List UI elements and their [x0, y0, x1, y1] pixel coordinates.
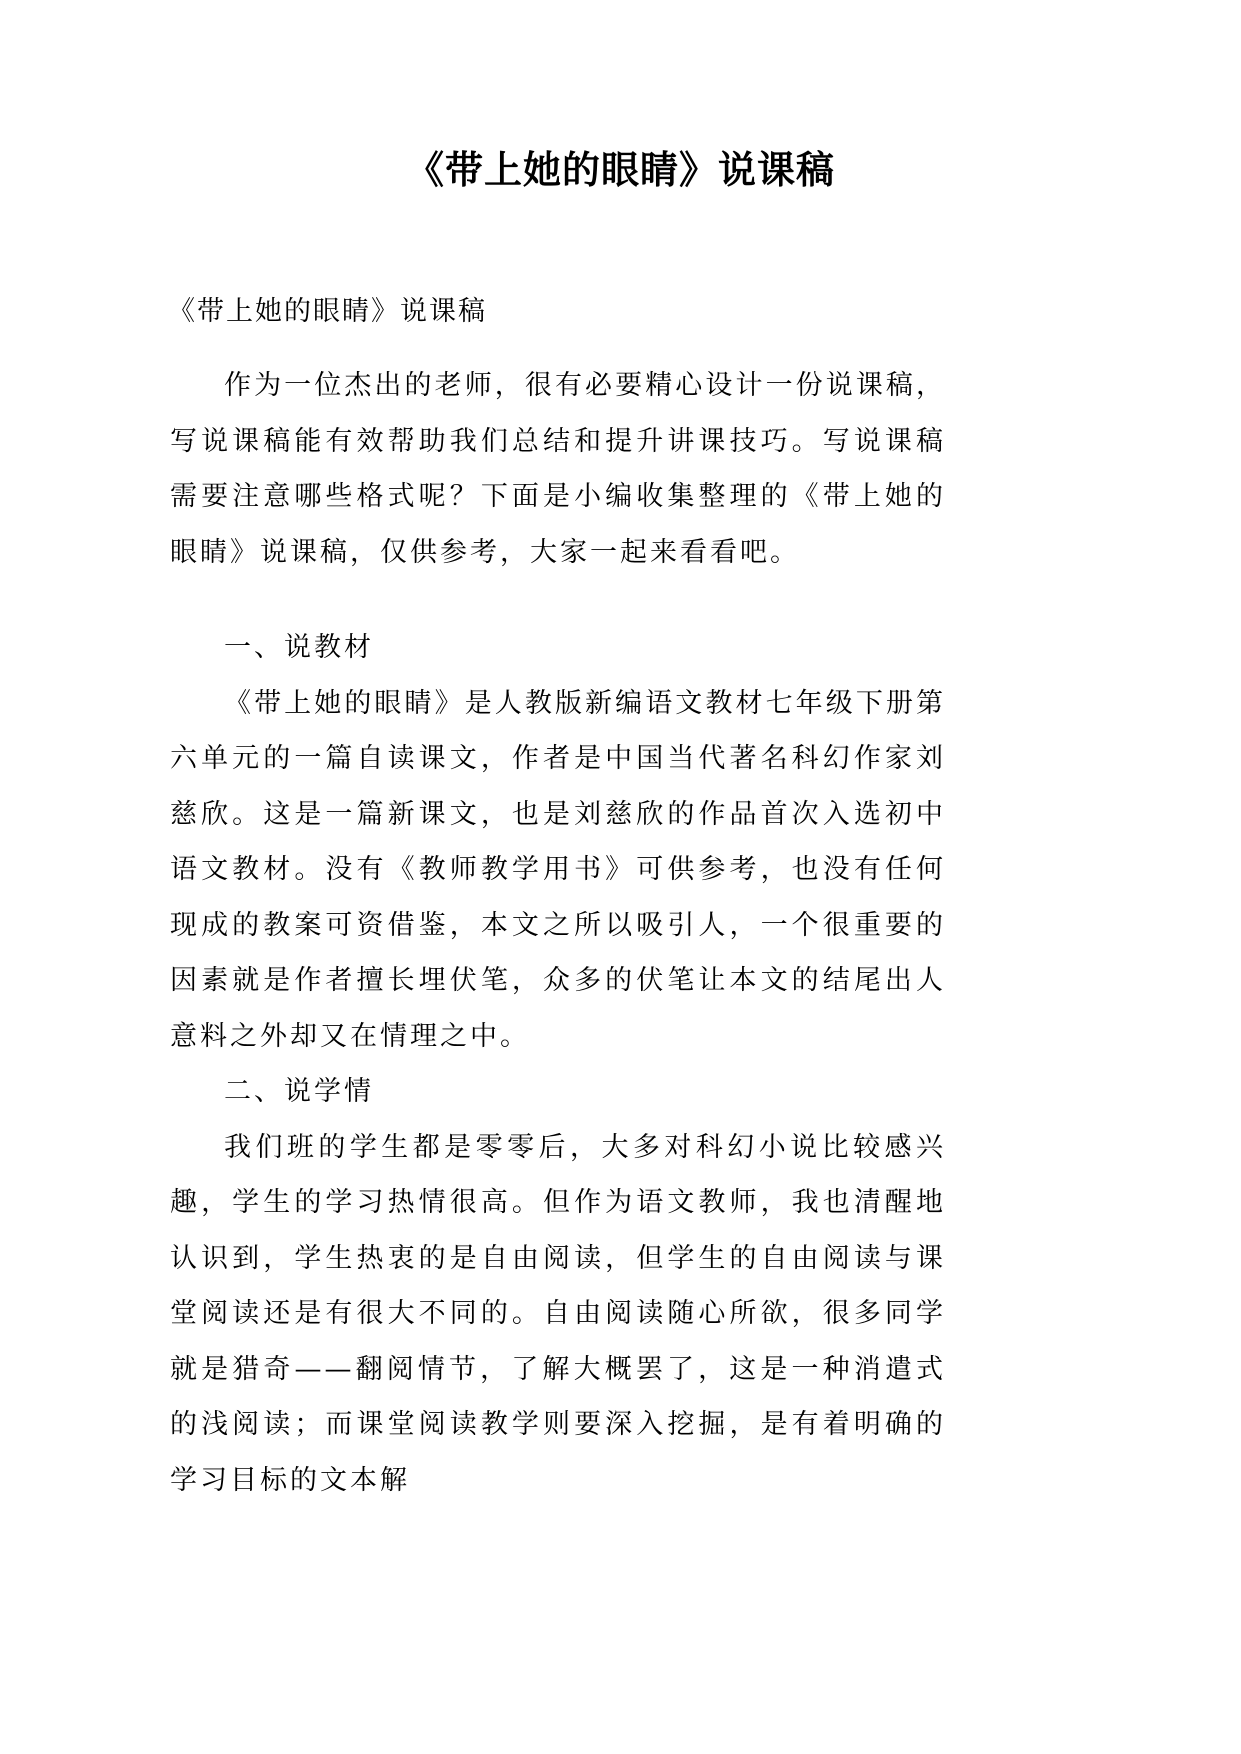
section-heading-students: 二、说学情 — [224, 1076, 374, 1107]
document-subtitle: 《带上她的眼睛》说课稿 — [168, 296, 487, 327]
section-paragraph-students: 我们班的学生都是零零后，大多对科幻小说比较感兴趣，学生的学习热情很高。但作为语文教师，我也清醒地认识到，学生热衷的是自由阅读，但学生的自由阅读与课堂阅读还是有很大不同的。自由阅读随心所欲，很多同学就是猎奇——翻阅情节，了解大概罢了，这是一种消遣式的浅阅读；而课堂阅读教学则要深入挖掘，是有着明确的学习目标的文本解 — [170, 1131, 946, 1496]
section-paragraph-textbook: 《带上她的眼睛》是人教版新编语文教材七年级下册第六单元的一篇自读课文，作者是中国当代著名科幻作家刘慈欣。这是一篇新课文，也是刘慈欣的作品首次入选初中语文教材。没有《教师教学用书》可供参考，也没有任何现成的教案可资借鉴，本文之所以吸引人，一个很重要的因素就是作者擅长埋伏笔，众多的伏笔让本文的结尾出人意料之外却又在情理之中。 — [170, 687, 946, 1052]
intro-paragraph: 作为一位杰出的老师，很有必要精心设计一份说课稿，写说课稿能有效帮助我们总结和提升讲课技巧。写说课稿需要注意哪些格式呢？下面是小编收集整理的《带上她的眼睛》说课稿，仅供参考，大家一起来看看吧。 — [170, 370, 946, 568]
main-content — [170, 620, 946, 1508]
intro-block — [170, 358, 946, 580]
section-heading-textbook: 一、说教材 — [224, 632, 374, 663]
document-title: 《带上她的眼睛》说课稿 — [405, 148, 835, 192]
